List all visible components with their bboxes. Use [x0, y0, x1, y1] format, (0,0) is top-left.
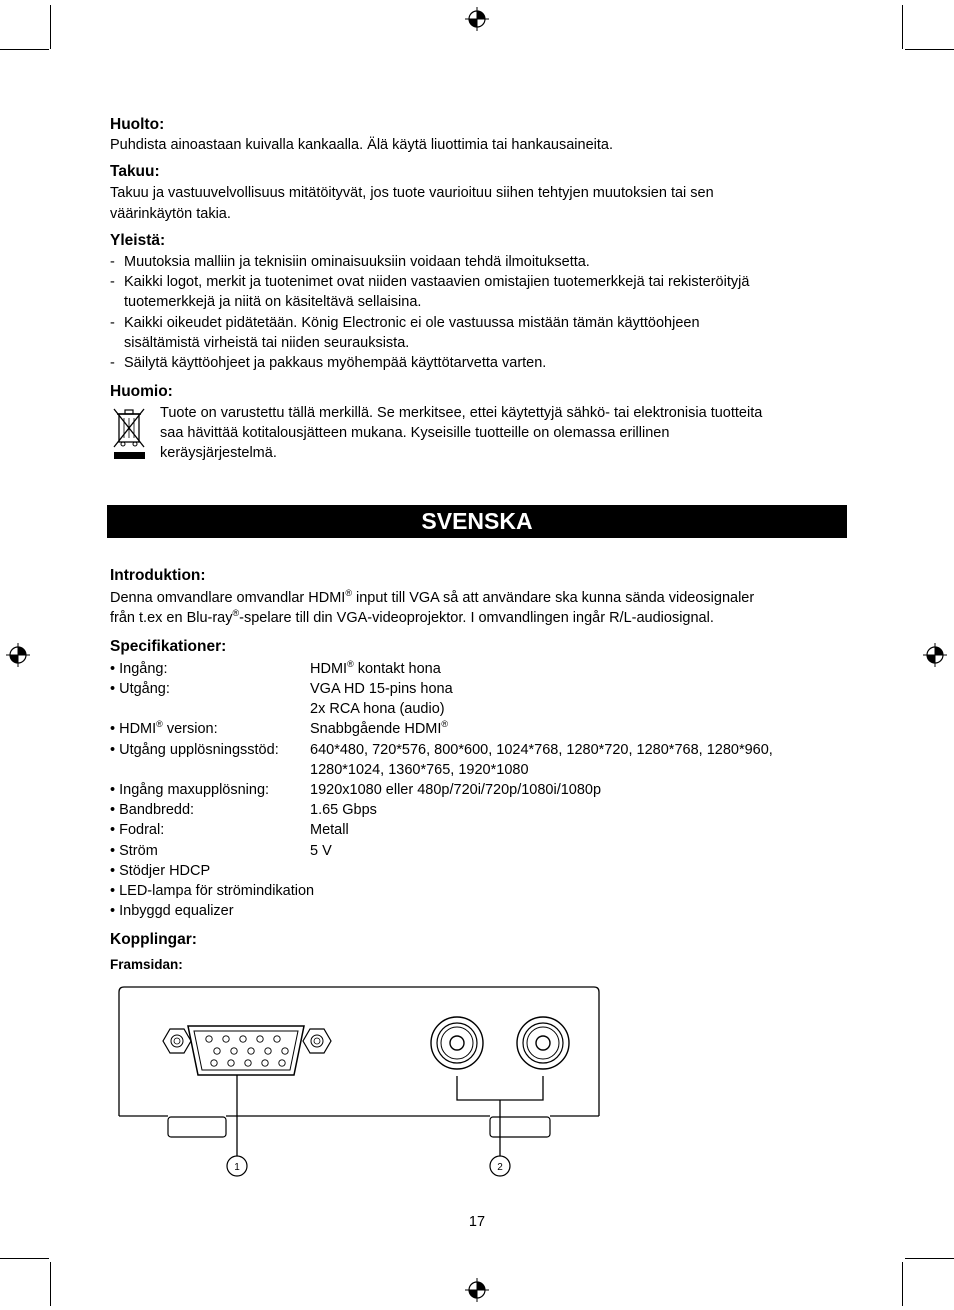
spec-label: • HDMI® version:	[110, 719, 218, 737]
huomio-text-line: saa hävittää kotitalousjätteen mukana. Kyseisille tuotteille on olemassa erillinen	[160, 425, 670, 441]
huomio-text-line: keräysjärjestelmä.	[160, 445, 277, 461]
spec-label: • Ingång maxupplösning:	[110, 782, 270, 798]
spec-label: • Fodral:	[110, 822, 165, 838]
section-heading-kopplingar: Kopplingar:	[110, 931, 197, 948]
callout-1-label: 1	[234, 1162, 240, 1173]
vga-nut-icon	[163, 1029, 191, 1053]
spec-label: • Utgång:	[110, 681, 170, 697]
registration-mark-icon	[923, 643, 947, 667]
registration-mark-icon	[6, 643, 30, 667]
crop-mark	[905, 49, 954, 50]
list-item: sisältämistä virheistä tai niiden seurauksista.	[124, 335, 410, 351]
spec-value: 1.65 Gbps	[310, 802, 377, 818]
spec-label: • Ingång:	[110, 661, 168, 677]
spec-label: • Ström	[110, 843, 158, 859]
section-heading-huolto: Huolto:	[110, 116, 165, 133]
intro-text-line: Denna omvandlare omvandlar HDMI® input till VGA så att användare ska kunna sända videosignaler	[110, 588, 755, 606]
list-item: Kaikki oikeudet pidätetään. König Electronic ei ole vastuussa mistään tämän käyttöohjeen	[124, 315, 700, 331]
list-dash: -	[110, 274, 115, 290]
huolto-text: Puhdista ainoastaan kuivalla kankaalla. Älä käytä liuottimia tai hankausaineita.	[110, 137, 613, 153]
section-heading-specifikationer: Specifikationer:	[110, 638, 227, 655]
device-front-panel-diagram	[110, 980, 610, 1180]
list-dash: -	[110, 355, 115, 371]
intro-text-line: från t.ex en Blu-ray®-spelare till din VGA-videoprojektor. I omvandlingen ingår R/L-audiosignal.	[110, 608, 714, 626]
section-heading-huomio: Huomio:	[110, 383, 173, 400]
language-banner: SVENSKA	[107, 505, 847, 538]
spec-label: • Inbyggd equalizer	[110, 903, 234, 919]
list-dash: -	[110, 254, 115, 270]
takuu-text-line: Takuu ja vastuuvelvollisuus mitätöityvät, jos tuote vaurioituu siihen tehtyjen muutoksien tai sen	[110, 185, 714, 201]
list-item: Muutoksia malliin ja teknisiin ominaisuuksiin voidaan tehdä ilmoituksetta.	[124, 254, 590, 270]
huomio-text-line: Tuote on varustettu tällä merkillä. Se merkitsee, ettei käytettyjä sähkö- tai elektronisia tuotteita	[160, 405, 763, 421]
crop-mark	[902, 1262, 903, 1306]
list-dash: -	[110, 315, 115, 331]
spec-value: 5 V	[310, 843, 332, 859]
spec-label: • Stödjer HDCP	[110, 863, 211, 879]
crop-mark	[905, 1258, 954, 1259]
spec-label: • LED-lampa för strömindikation	[110, 883, 315, 899]
spec-value: 1280*1024, 1360*765, 1920*1080	[310, 762, 529, 778]
spec-value: 2x RCA hona (audio)	[310, 701, 445, 717]
section-heading-takuu: Takuu:	[110, 163, 160, 180]
list-item: Kaikki logot, merkit ja tuotenimet ovat niiden vastaavien omistajien tuotemerkkejä tai rekisteröityjä	[124, 274, 750, 290]
spec-value: Snabbgående HDMI®	[310, 719, 449, 737]
spec-value: HDMI® kontakt hona	[310, 659, 441, 677]
section-heading-yleista: Yleistä:	[110, 232, 166, 249]
weee-crossed-bin-icon	[110, 405, 148, 461]
takuu-text-line: väärinkäytön takia.	[110, 206, 231, 222]
spec-value: Metall	[310, 822, 349, 838]
crop-mark	[0, 49, 49, 50]
spec-value: VGA HD 15-pins hona	[310, 681, 453, 697]
spec-value: 640*480, 720*576, 800*600, 1024*768, 1280*720, 1280*768, 1280*960,	[310, 742, 773, 758]
crop-mark	[50, 5, 51, 49]
list-item: tuotemerkkejä ja niitä on käsiteltävä sellaisina.	[124, 294, 422, 310]
callout-2-label: 2	[497, 1162, 503, 1173]
page-number: 17	[468, 1214, 486, 1230]
subheading-framsidan: Framsidan:	[110, 957, 183, 972]
section-heading-introduktion: Introduktion:	[110, 567, 206, 584]
crop-mark	[50, 1262, 51, 1306]
spec-label: • Bandbredd:	[110, 802, 195, 818]
spec-label: • Utgång upplösningsstöd:	[110, 742, 279, 758]
crop-mark	[902, 5, 903, 49]
spec-value: 1920x1080 eller 480p/720i/720p/1080i/1080p	[310, 782, 602, 798]
registration-mark-icon	[465, 1278, 489, 1302]
registration-mark-icon	[465, 7, 489, 31]
crop-mark	[0, 1258, 49, 1259]
list-item: Säilytä käyttöohjeet ja pakkaus myöhempää käyttötarvetta varten.	[124, 355, 547, 371]
